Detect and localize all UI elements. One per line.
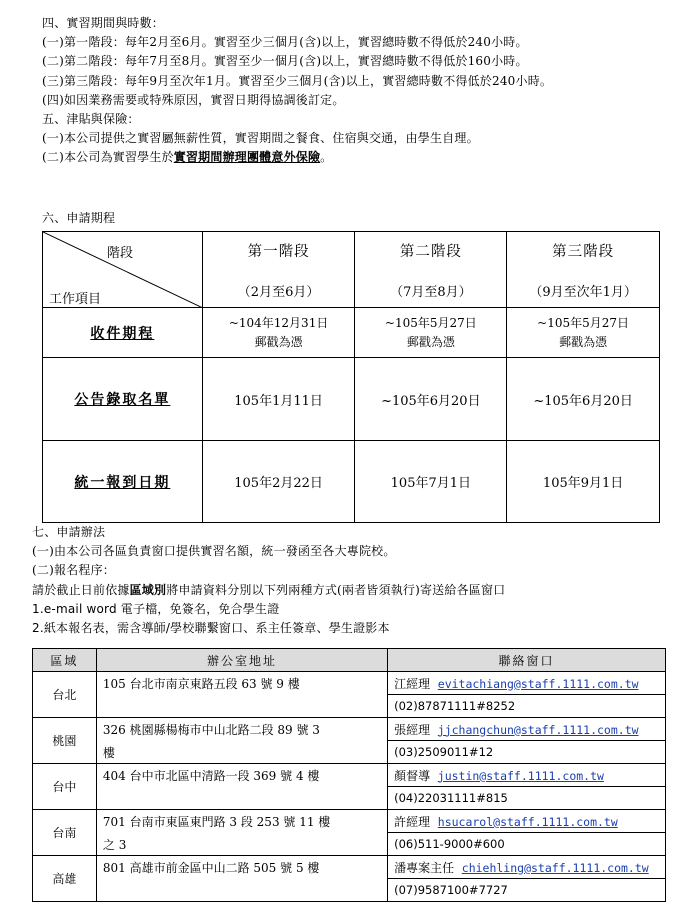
schedule-cell [507,308,660,358]
row-label: 公告錄取名單 [43,358,203,441]
office-contact [388,810,666,833]
office-contact [388,672,666,695]
header-region: 區域 [33,649,97,672]
contact-name: 張經理 [394,722,431,737]
schedule-corner-cell [43,232,203,308]
address-line: 326 桃園縣楊梅市中山北路二段 89 號 3 [102,722,320,737]
office-contact [388,764,666,787]
schedule-header-row [43,232,660,308]
schedule-cell: 105年1月11日 [202,358,355,441]
apply-method-1: 1.e-mail word 電子檔，免簽名，免合學生證 [32,601,280,616]
procedure-suffix: 將申請資料分別以下列兩種方式(兩者皆須執行)寄送給各區窗口 [166,582,506,597]
contact-email-link[interactable]: justin@staff.1111.com.tw [437,768,604,783]
contact-phone: (07)9587100#7727 [388,879,666,902]
apply-item-2: (二)報名程序： [32,563,115,578]
offices-header-row [33,649,666,672]
schedule-row-report [43,441,660,523]
intro-section [42,14,662,168]
period-item-3: (三)第三階段：每年9月至次年1月。實習至少三個月(含)以上，實習總時數不得低於240小時。 [42,73,553,88]
corner-item-label: 工作項目 [49,292,102,307]
contact-phone: (04)22031111#815 [388,787,666,810]
section-heading-apply: 七、申請辦法 [32,525,106,539]
allowance-item-2 [42,148,662,167]
procedure-prefix: 請於截止日前依據 [32,582,130,597]
office-contact [388,718,666,741]
phase-name: 第二階段 [399,243,462,260]
address-line: 樓 [102,745,115,760]
header-contact: 聯絡窗口 [388,649,666,672]
office-contact [388,856,666,879]
office-region: 台北 [33,672,97,718]
cell-line: ~104年12月31日 [228,315,329,330]
period-item-1: (一)第一階段：每年2月至6月。實習至少三個月(含)以上，實習總時數不得低於240小時。 [42,35,528,50]
apply-method-2: 2.紙本報名表，需含導師/學校聯繫窗口、系主任簽章、學生證影本 [32,621,390,636]
cell-line: ~105年5月27日 [384,315,477,330]
office-address: 801 高雄市前金區中山二路 505 號 5 樓 [96,856,387,902]
schedule-cell: ~105年6月20日 [355,358,507,441]
period-item-2: (二)第二階段：每年7月至8月。實習至少一個月(含)以上，實習總時數不得低於160小時。 [42,54,528,69]
office-row-taoyuan [33,718,666,741]
office-region: 台中 [33,764,97,810]
contact-name: 顏督導 [394,768,431,783]
contact-name: 許經理 [394,814,431,829]
schedule-cell: 105年9月1日 [507,441,660,523]
phase-name: 第一階段 [247,243,310,260]
row-label: 收件期程 [43,308,203,358]
address-line: 701 台南市東區東門路 3 段 253 號 11 樓 [102,814,331,829]
procedure-emphasis: 區域別 [129,582,167,597]
cell-line: 郵戳為憑 [406,334,455,349]
apply-section [32,523,672,638]
schedule-row-announce [43,358,660,441]
office-address: 404 台中市北區中清路一段 369 號 4 樓 [96,764,387,810]
schedule-cell [202,308,355,358]
cell-line: ~105年5月27日 [537,315,630,330]
phase-range: （7月至8月） [390,284,472,300]
period-item-4: (四)如因業務需要或特殊原因，實習日期得協調後訂定。 [42,92,345,107]
section-heading-allowance: 五、津貼與保險： [42,112,140,127]
contact-phone: (02)87871111#8252 [388,695,666,718]
office-region: 高雄 [33,856,97,902]
section-heading-schedule: 六、申請期程 [42,211,116,225]
office-row-taichung [33,764,666,787]
contact-email-link[interactable]: jjchangchun@staff.1111.com.tw [437,722,639,737]
phase-header-1 [202,232,355,308]
header-address: 辦公室地址 [96,649,387,672]
contact-email-link[interactable]: hsucarol@staff.1111.com.tw [437,814,618,829]
offices-table [32,648,666,902]
office-address [96,810,387,856]
phase-range: （9月至次年1月） [529,284,637,300]
office-row-tainan [33,810,666,833]
contact-phone: (03)2509011#12 [388,741,666,764]
contact-name: 江經理 [394,676,431,691]
schedule-cell: ~105年6月20日 [507,358,660,441]
contact-email-link[interactable]: chiehling@staff.1111.com.tw [461,860,649,875]
phase-name: 第三階段 [552,243,615,260]
insurance-emphasis: 實習期間辦理團體意外保險 [173,150,321,165]
office-address: 105 台北市南京東路五段 63 號 9 樓 [96,672,387,718]
phase-header-3 [507,232,660,308]
office-row-taipei [33,672,666,695]
apply-item-1: (一)由本公司各區負責窗口提供實習名額，統一發函至各大專院校。 [32,544,396,559]
schedule-cell: 105年2月22日 [202,441,355,523]
cell-line: 郵戳為憑 [559,334,608,349]
apply-procedure [32,581,672,600]
phase-range: （2月至6月） [237,284,320,300]
address-line: 之 3 [102,837,127,852]
insurance-prefix: (二)本公司為實習學生於 [42,150,174,165]
contact-phone: (06)511-9000#600 [388,833,666,856]
section-heading-period: 四、實習期間與時數： [42,16,165,30]
schedule-cell [355,308,507,358]
schedule-row-receipt [43,308,660,358]
schedule-table [42,231,660,523]
contact-email-link[interactable]: evitachiang@staff.1111.com.tw [437,676,639,691]
insurance-suffix: 。 [320,150,333,165]
corner-phase-label: 階段 [107,246,134,261]
phase-header-2 [355,232,507,308]
allowance-item-1: (一)本公司提供之實習屬無薪性質，實習期間之餐食、住宿與交通，由學生自理。 [42,131,479,146]
row-label: 統一報到日期 [43,441,203,523]
contact-name: 潘專案主任 [394,860,455,875]
cell-line: 郵戳為憑 [254,334,303,349]
office-region: 台南 [33,810,97,856]
office-region: 桃園 [33,718,97,764]
office-address [96,718,387,764]
schedule-cell: 105年7月1日 [355,441,507,523]
office-row-kaohsiung [33,856,666,879]
